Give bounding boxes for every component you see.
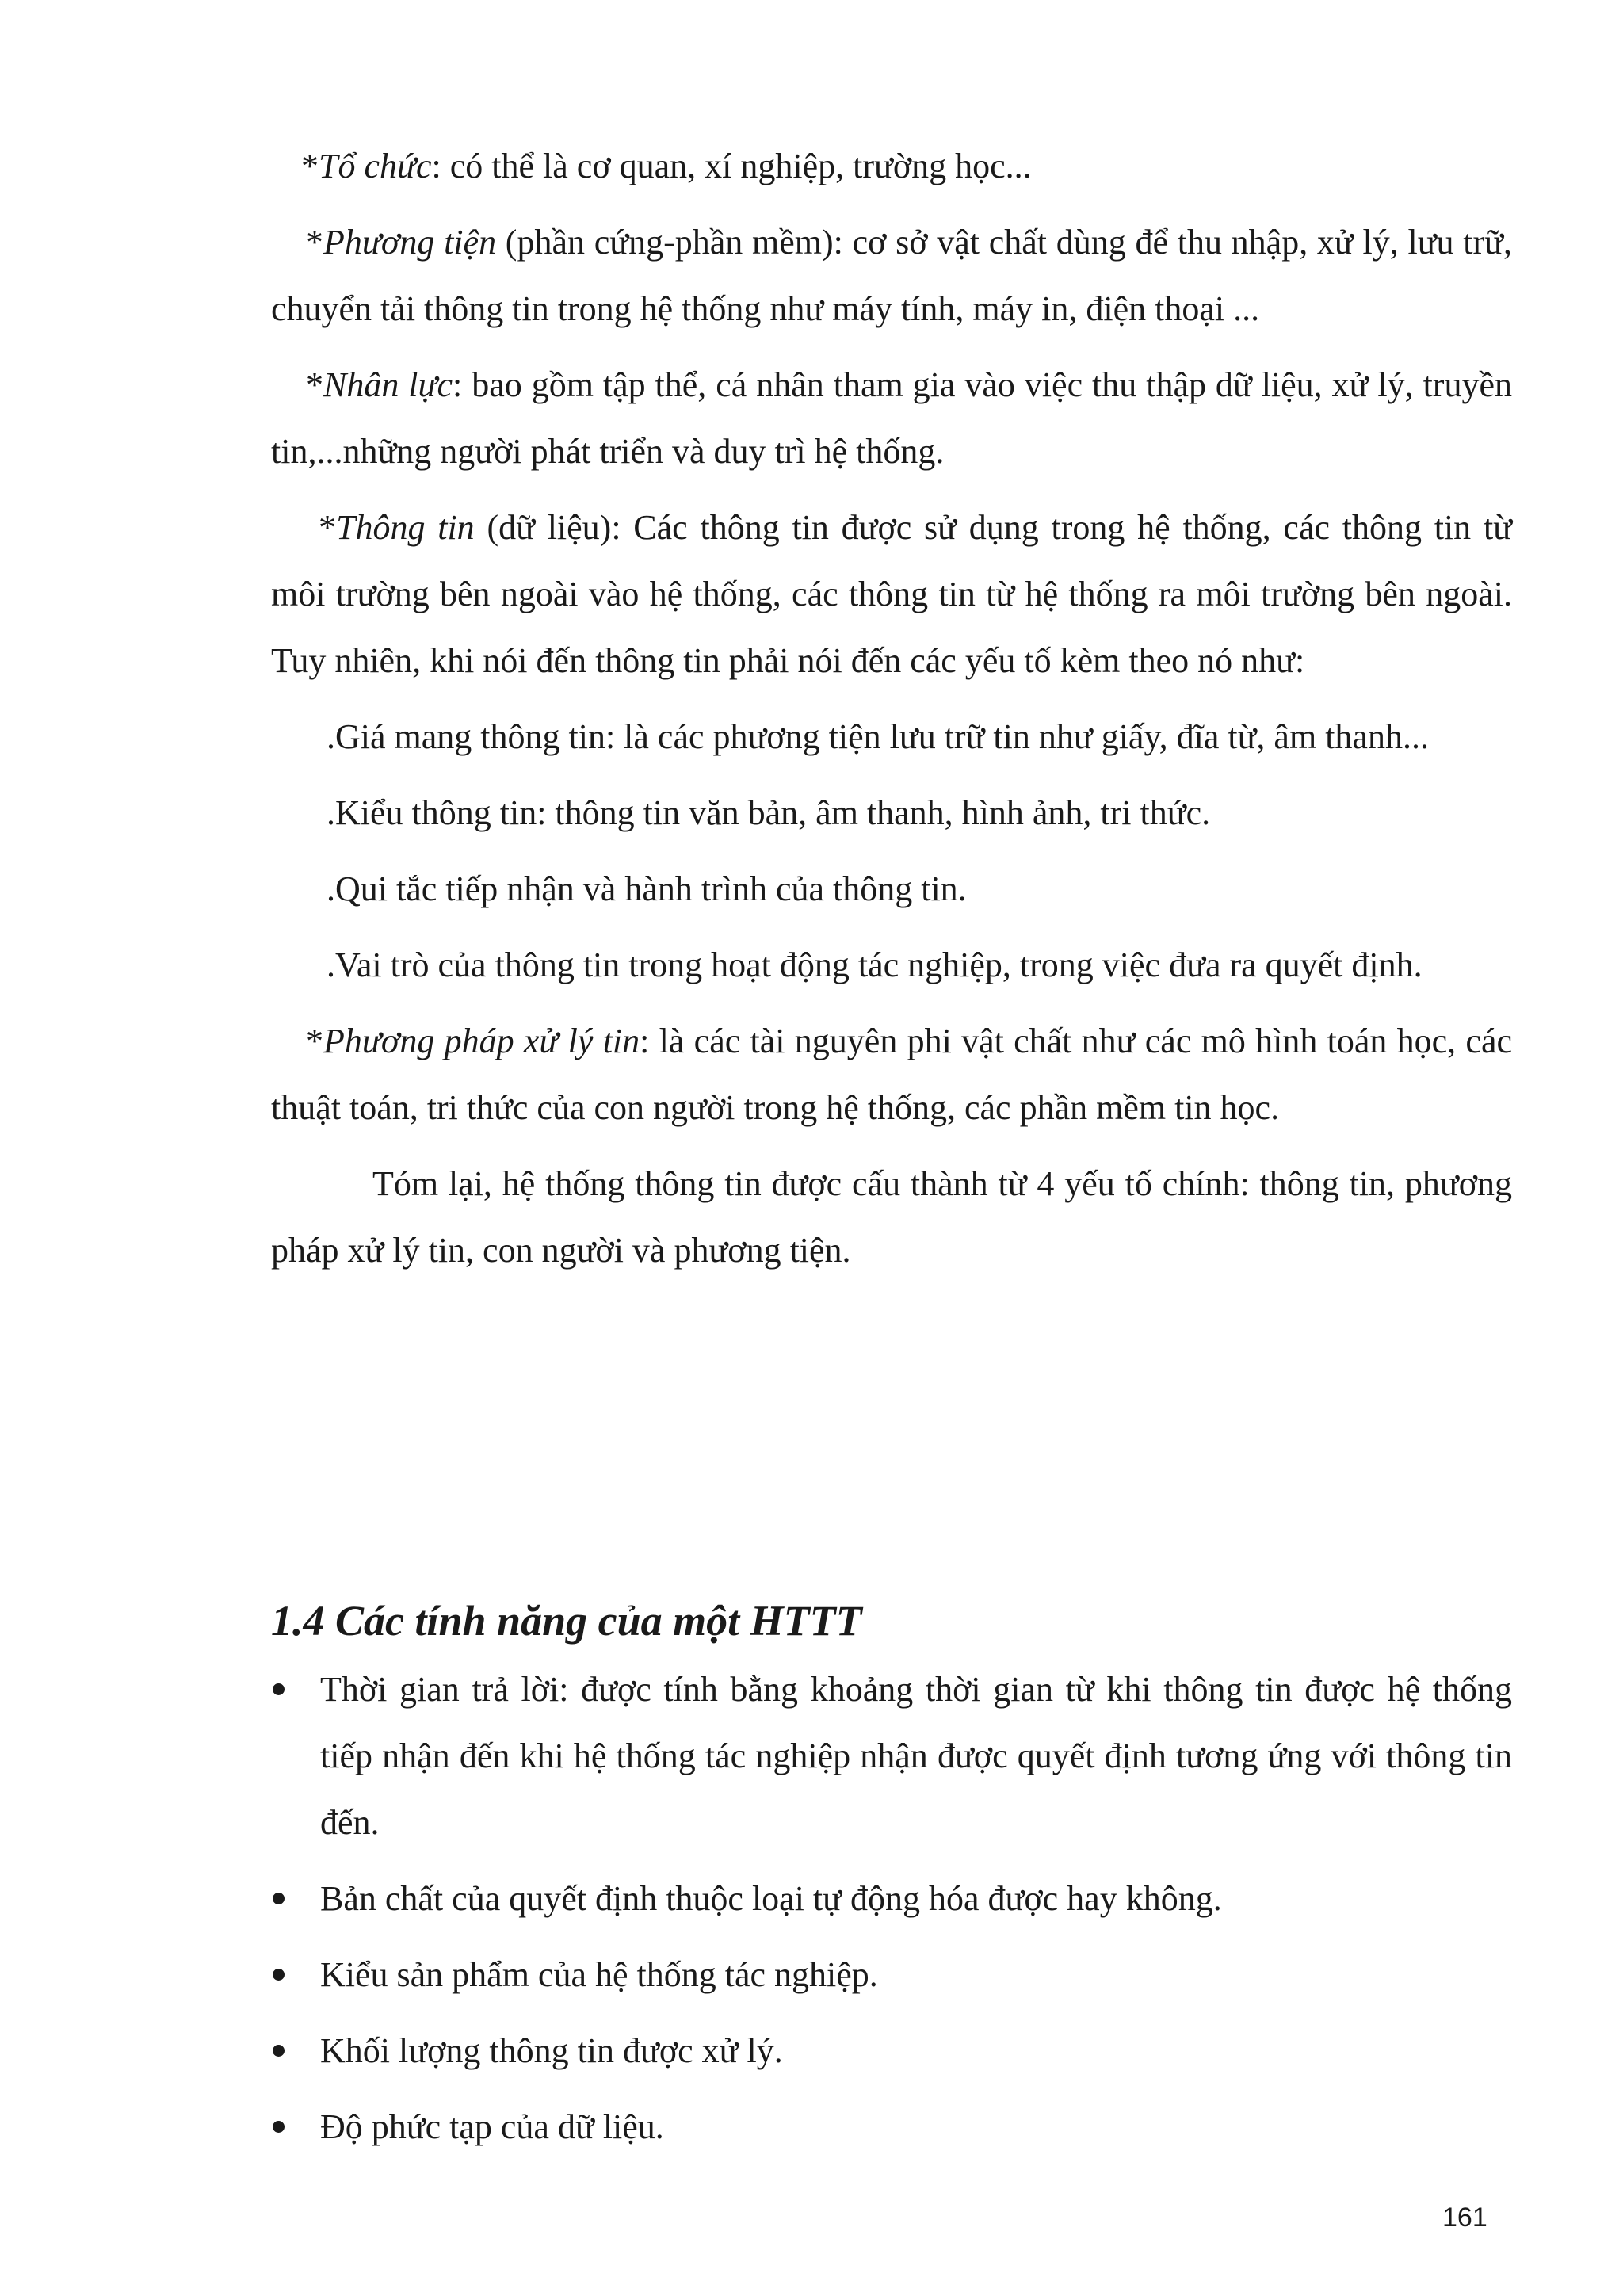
list-item-text: Khối lượng thông tin được xử lý. <box>320 2031 783 2070</box>
desc-phuong-phap: : là các tài nguyên phi vật chất như các mô hình toán học, các thuật toán, tri thức của con người trong hệ thống, các phần mềm tin học. <box>271 1022 1513 1127</box>
bullet-star: * <box>306 223 323 262</box>
bullet-dot-icon <box>273 2121 285 2133</box>
paragraph-vai-tro: .Vai trò của thông tin trong hoạt động tác nghiệp, trong việc đưa ra quyết định. <box>327 946 1423 984</box>
body-text <box>271 133 1512 1284</box>
paragraph-to-chuc <box>271 133 1512 200</box>
paragraph-tom-lai: Tóm lại, hệ thống thông tin được cấu thành từ 4 yếu tố chính: thông tin, phương pháp xử lý tin, con người và phương tiện. <box>271 1164 1512 1270</box>
feature-list <box>271 1656 1512 2170</box>
desc-thong-tin: (dữ liệu): Các thông tin được sử dụng trong hệ thống, các thông tin từ môi trường bên ngoài vào hệ thống, các thông tin từ hệ thống ra môi trường bên ngoài. Tuy nhiên, khi nói đến thông tin phải nói đến các yếu tố kèm theo nó như: <box>271 508 1513 680</box>
paragraph-qui-tac: .Qui tắc tiếp nhận và hành trình của thông tin. <box>327 869 967 908</box>
paragraph-nhan-luc <box>271 352 1512 485</box>
desc-phuong-tien: (phần cứng-phần mềm): cơ sở vật chất dùng để thu nhập, xử lý, lưu trữ, chuyển tải thông tin trong hệ thống như máy tính, máy in, điện thoại ... <box>271 223 1512 328</box>
term-to-chuc: Tổ chức <box>319 147 432 185</box>
list-item-text: Bản chất của quyết định thuộc loại tự động hóa được hay không. <box>320 1879 1222 1918</box>
paragraph-phuong-phap <box>271 1008 1512 1141</box>
term-thong-tin: Thông tin <box>336 508 475 547</box>
page-number: 161 <box>1442 2202 1487 2233</box>
bullet-star: * <box>306 1022 323 1060</box>
list-item <box>271 1866 1512 1932</box>
desc-to-chuc: : có thể là cơ quan, xí nghiệp, trường học... <box>431 147 1032 185</box>
list-item <box>271 2018 1512 2084</box>
section-heading: 1.4 Các tính năng của một HTTT <box>271 1597 862 1645</box>
list-item <box>271 2094 1512 2160</box>
paragraph-phuong-tien <box>271 209 1512 342</box>
bullet-star: * <box>306 365 323 404</box>
list-item-text: Độ phức tạp của dữ liệu. <box>320 2107 664 2146</box>
paragraph-kieu-thong-tin: .Kiểu thông tin: thông tin văn bản, âm thanh, hình ảnh, tri thức. <box>327 793 1211 832</box>
term-phuong-tien: Phương tiện <box>323 223 497 262</box>
paragraph-thong-tin <box>271 495 1512 694</box>
term-nhan-luc: Nhân lực <box>323 365 453 404</box>
bullet-star: * <box>301 147 319 185</box>
bullet-dot-icon <box>273 1683 285 1695</box>
desc-nhan-luc: : bao gồm tập thể, cá nhân tham gia vào việc thu thập dữ liệu, xử lý, truyền tin,...những người phát triển và duy trì hệ thống. <box>271 365 1512 471</box>
bullet-dot-icon <box>273 2045 285 2057</box>
bullet-star: * <box>319 508 336 547</box>
list-item-text: Thời gian trả lời: được tính bằng khoảng thời gian từ khi thông tin được hệ thống tiếp nhận đến khi hệ thống tác nghiệp nhận được quyết định tương ứng với thông tin đến. <box>320 1670 1512 1842</box>
bullet-dot-icon <box>273 1969 285 1981</box>
bullet-dot-icon <box>273 1893 285 1904</box>
list-item <box>271 1656 1512 1856</box>
list-item <box>271 1942 1512 2008</box>
list-item-text: Kiểu sản phẩm của hệ thống tác nghiệp. <box>320 1955 878 1994</box>
term-phuong-phap: Phương pháp xử lý tin <box>323 1022 640 1060</box>
paragraph-gia-mang: .Giá mang thông tin: là các phương tiện lưu trữ tin như giấy, đĩa từ, âm thanh... <box>327 717 1429 756</box>
